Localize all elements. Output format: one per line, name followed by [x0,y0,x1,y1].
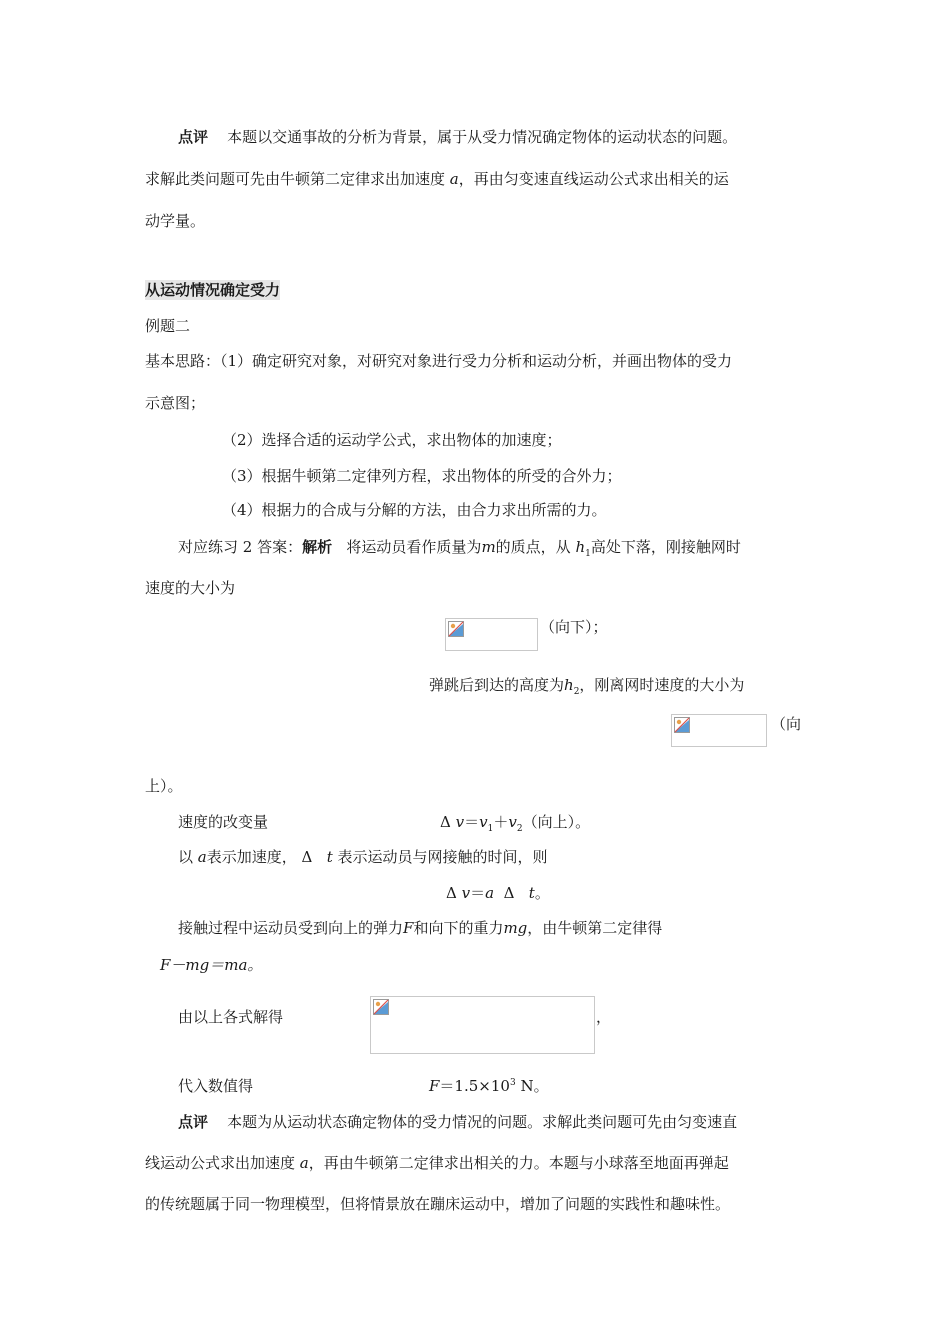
comment-1-line-2: 求解此类问题可先由牛顿第二定律求出加速度 a，再由匀变速直线运动公式求出相关的运 [145,170,729,188]
substitute-label: 代入数值得 [178,1077,254,1095]
formula-image-v1 [445,618,538,651]
formula-image-v2 [671,714,767,747]
step-1-line-2: 示意图； [145,394,206,412]
direction-up-part1: （向 [771,715,802,733]
broken-image-icon [373,999,389,1015]
comment-2-line-1: 点评 本题为从运动状态确定物体的受力情况的问题。求解此类问题可先由匀变速直 [178,1113,738,1131]
force-line: 接触过程中运动员受到向上的弹力F和向下的重力mg，由牛顿第二定律得 [178,919,663,937]
velocity-change-formula: Δ $v=v_1+v_2$（向上）。 [440,813,591,834]
broken-image-icon [448,621,464,637]
step-2: （2）选择合适的运动学公式，求出物体的加速度； [222,431,562,449]
comment-2-line-3: 的传统题属于同一物理模型，但将情景放在蹦床运动中，增加了问题的实践性和趣味性。 [145,1195,731,1213]
broken-image-icon [674,717,690,733]
newton-equation: F－mg＝ma。 [160,956,263,974]
formula-image-force [370,996,595,1054]
comment-2-label: 点评 [178,1113,209,1131]
solve-label: 由以上各式解得 [178,1008,284,1026]
acceleration-line: 以 a表示加速度， Δ t 表示运动员与网接触的时间，则 [178,848,548,866]
comment-1-line-3: 动学量。 [145,212,206,230]
practice-line-2: 速度的大小为 [145,579,236,597]
comment-1-line-1: 点评 本题以交通事故的分析为背景，属于从受力情况确定物体的运动状态的问题。 [178,128,738,146]
acceleration-formula: Δ v＝a Δ t。 [446,884,550,902]
section-heading: 从运动情况确定受力 [145,281,281,299]
example-title: 例题二 [145,317,191,335]
direction-down: （向下）； [540,618,608,636]
solve-comma: ， [596,1008,612,1026]
comment-2-line-2: 线运动公式求出加速度 a，再由牛顿第二定律求出相关的力。本题与小球落至地面再弹起 [145,1154,729,1172]
velocity-change-label: 速度的改变量 [178,813,269,831]
direction-up-part2: 上）。 [145,777,183,795]
practice-line-1: 对应练习 2 答案：解析 将运动员看作质量为m的质点，从 $h_1$高处下落，刚接触网时 [178,538,741,559]
step-4: （4）根据力的合成与分解的方法，由合力求出所需的力。 [222,501,607,519]
substitute-result: $F=1.5\times 10^3$ N。 [429,1077,549,1095]
step-1-line-1: 基本思路：（1）确定研究对象，对研究对象进行受力分析和运动分析，并画出物体的受力 [145,352,733,370]
comment-1-label: 点评 [178,128,209,146]
practice-line-3: 弹跳后到达的高度为$h_2$，刚离网时速度的大小为 [429,676,745,697]
analysis-label: 解析 [302,538,333,556]
step-3: （3）根据牛顿第二定律列方程，求出物体的所受的合外力； [222,467,622,485]
